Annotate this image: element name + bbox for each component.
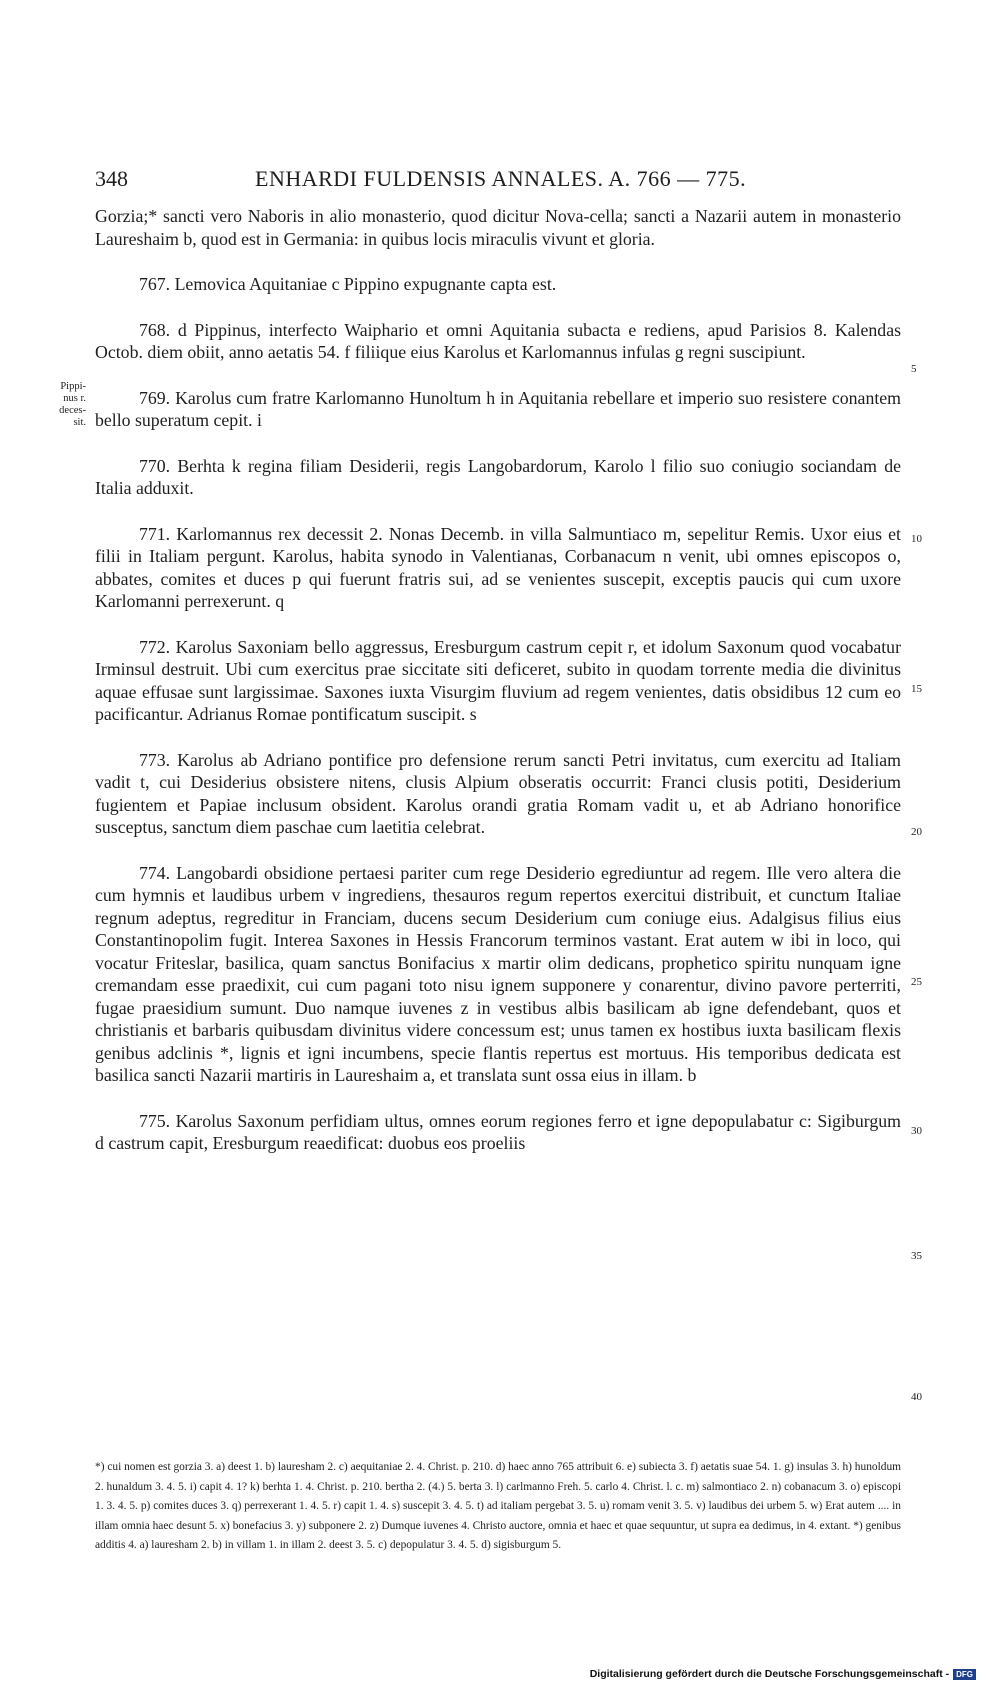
line-number: 15	[911, 683, 922, 695]
page-number: 348	[95, 166, 128, 191]
line-number: 10	[911, 533, 922, 545]
entry-775: 775. Karolus Saxonum perfidiam ultus, omnes eorum regiones ferro et igne depopulabatur c: Sigiburgum d castrum capit, Eresburgum reaedificat: duobus eos proeliis	[95, 1110, 901, 1153]
line-number: 40	[911, 1391, 922, 1403]
footnote-text: *) cui nomen est gorzia 3. a) deest 1. b) lauresham 2. c) aequitaniae 2. 4. Christ. p. 210. d) haec anno 765 attribuit 6. e) subiecta 3. f) aetatis suae 54. 1. g) insulas 3. h) hunoldum 2. hunaldum 3. 4. 5. i) capit 4. 1? k) berhta 1. 4. Christ. p. 210. bertha 2. (4.) 5. berta 3. l) carlmanno Freh. 5. carlo 4. Christ. l. c. m) salmontiaco 2. n) cobanacum 3. o) episcopi 1. 3. 4. 5. p) comites duces 3. q) perrexerant 1. 4. 5. r) capit 1. 4. s) suscepit 3. 4. 5. t) ad italiam pergebat 3. 5. u) romam venit 3. 5. v) laudibus dei urbem 5. w) Erat autem .... in illam omnia haec desunt 5. x) bonefacius 3. y) subponere 2. z) Dumque iuvenes 4. Christo auctore, omnia et haec et quae sequuntur, ut supra ea dedimus, in 4. extant. *) genibus additis 4. a) lauresham 2. b) in villam 1. in illam 2. deest 3. 5. c) depopulatur 3. 4. 5. d) sigisburgum 5.	[95, 1461, 901, 1552]
margin-note-line: deces-	[59, 405, 86, 416]
entry-769: 769. Karolus cum fratre Karlomanno Hunoltum h in Aquitania rebellare et imperio suo resistere conantem bello superatum cepit. i	[95, 387, 901, 430]
page-header	[95, 166, 910, 196]
dfg-logo: DFG	[953, 1669, 976, 1680]
entry-773: 773. Karolus ab Adriano pontifice pro defensione rerum sancti Petri invitatus, cum exercitu ad Italiam vadit t, cui Desiderius obsistere nitens, clusis Alpium obseratis occurrit: Franci clusis potiti, Desiderium fugientem et Papiae inclusum obsident. Karolus orandi gratia Romam vadit u, et ab Adriano honorifice susceptus, sanctum diem paschae cum laetitia celebrat.	[95, 749, 901, 837]
paragraph-continuation: Gorzia;* sancti vero Naboris in alio monasterio, quod dicitur Nova-cella; sancti a Nazarii autem in monasterio Laureshaim b, quod est in Germania: in quibus locis miraculis vivunt et gloria.	[95, 206, 901, 249]
margin-note-line: Pippi-	[60, 381, 86, 392]
credit-text: Digitalisierung gefördert durch die Deutsche Forschungsgemeinschaft -	[589, 1668, 950, 1680]
line-number: 35	[911, 1250, 922, 1262]
running-title: ENHARDI FULDENSIS ANNALES. A. 766 — 775.	[255, 166, 747, 191]
digitization-credit	[590, 1668, 976, 1680]
entry-772: 772. Karolus Saxoniam bello aggressus, Eresburgum castrum cepit r, et idolum Saxonum quod vocabatur Irminsul destruit. Ubi cum exercitus prae siccitate siti deficeret, subito in quodam torrente media die divinitus aquae effusae sunt largissimae. Saxones iuxta Visurgim fluvium ad regem venientes, datis obsidibus 12 cum eo pacificantur. Adrianus Romae pontificatum suscipit. s	[95, 636, 901, 724]
entry-767: 767. Lemovica Aquitaniae c Pippino expugnante capta est.	[139, 274, 557, 294]
line-number: 25	[911, 976, 922, 988]
line-number: 30	[911, 1125, 922, 1137]
margin-note-line: nus r.	[63, 393, 86, 404]
entry-768: 768. d Pippinus, interfecto Waiphario et omni Aquitania subacta e rediens, apud Parisios 8. Kalendas Octob. diem obiit, anno aetatis 54. f filiique eius Karolus et Karlomannus infulas g regni suscipiunt.	[95, 319, 901, 362]
line-number: 5	[911, 363, 917, 375]
entry-774: 774. Langobardi obsidione pertaesi pariter cum rege Desiderio egrediuntur ad regem. Ille vero altera die cum hymnis et laudibus urbem v ingrediens, thesauros regum repertos exercitui distribuit, et cunctum Italiae regnum adeptus, regreditur in Franciam, ducens secum Desiderium cum coniuge eius. Adalgisus filius eius Constantinopolim fugit. Interea Saxones in Hessis Francorum terminos vastant. Erat autem w ibi in loco, qui vocatur Friteslar, basilica, quam sanctus Bonifacius x martir olim dedicans, prophetico spiritu nunquam igne cremandam esse praedixit, cui cum pagani toto nisu ignem supponere y conarentur, divino pavore perterriti, fugae praesidium sumunt. Duo namque iuvenes z in vestibus albis basilicam ab igne defendebant, quos et christianis et barbaris quibusdam divinitus videre concessum est; unus tamen ex hostibus iuxta basilicam flexis genibus adclinis *, lignis et igni incumbens, specie flantis repertus est mortuus. His temporibus dedicata est basilica sancti Nazarii martiris in Laureshaim a, et translata sunt ossa eius in illam. b	[95, 862, 901, 1085]
margin-note	[38, 381, 86, 429]
entry-770: 770. Berhta k regina filiam Desiderii, regis Langobardorum, Karolo l filio suo coniugio sociandam de Italia adduxit.	[95, 455, 901, 498]
margin-note-line: sit.	[73, 417, 86, 428]
entry-771: 771. Karlomannus rex decessit 2. Nonas Decemb. in villa Salmuntiaco m, sepelitur Remis. Uxor eius et filii in Italiam pergunt. Karolus, habita synodo in Valentianas, Corbanacum n venit, ubi omnes episcopos o, abbates, comites et duces p qui fuerunt fratris sui, ad se venientes suscepit, exceptis paucis qui cum uxore Karlomanni perrexerunt. q	[95, 523, 901, 611]
line-number: 20	[911, 826, 922, 838]
main-text-column	[95, 205, 901, 1178]
footnotes	[95, 1458, 901, 1556]
